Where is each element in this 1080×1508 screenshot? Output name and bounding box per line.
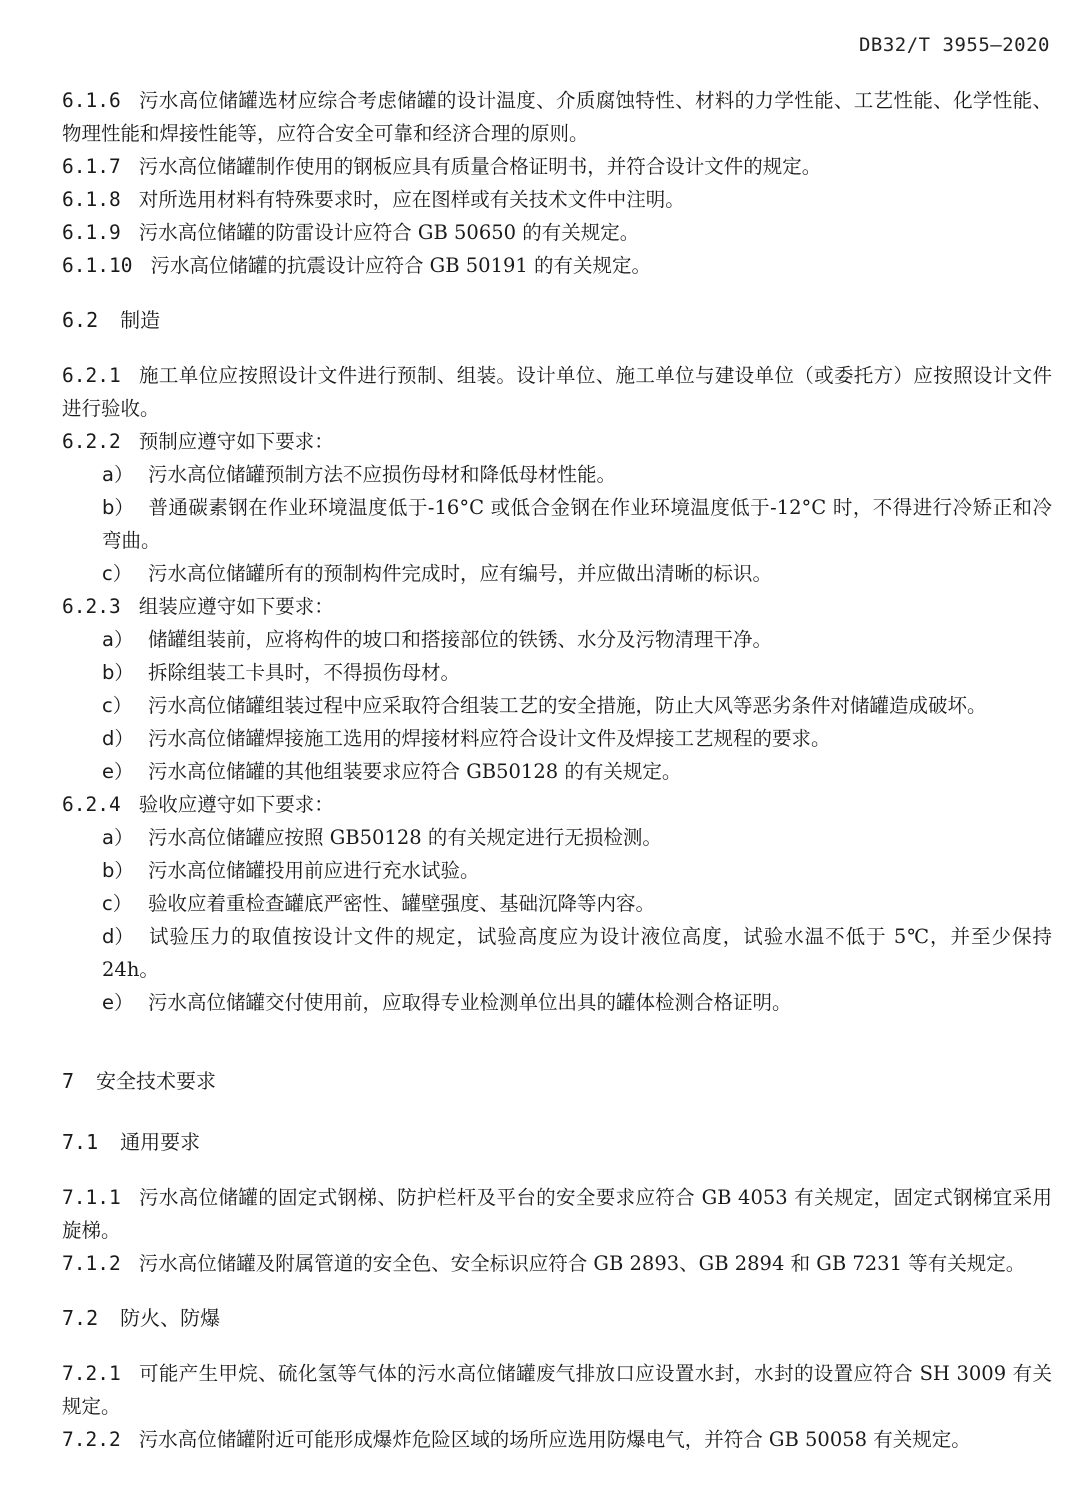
clause-number: 6.2.2 <box>62 430 121 453</box>
list-item <box>62 821 1052 854</box>
clause-6-2-2 <box>62 425 1052 458</box>
list-marker: b） <box>102 661 134 684</box>
clause-6-1-9 <box>62 216 1052 249</box>
clause-text: 污水高位储罐及附属管道的安全色、安全标识应符合 GB 2893、GB 2894 和 GB 7231 等有关规定。 <box>138 1252 1026 1275</box>
clause-text: 组装应遵守如下要求： <box>138 595 334 618</box>
list-item-text: 储罐组装前，应将构件的坡口和搭接部位的铁锈、水分及污物清理干净。 <box>148 628 773 651</box>
clause-6-1-10 <box>62 249 1052 282</box>
list-item-text: 污水高位储罐所有的预制构件完成时，应有编号，并应做出清晰的标识。 <box>148 562 773 585</box>
clause-number: 6.1.9 <box>62 221 121 244</box>
list-item <box>62 491 1052 557</box>
document-code: DB32/T 3955—2020 <box>858 34 1050 56</box>
section-title: 通用要求 <box>120 1130 201 1154</box>
clause-text: 污水高位储罐制作使用的钢板应具有质量合格证明书，并符合设计文件的规定。 <box>138 155 822 178</box>
clause-number: 6.1.8 <box>62 188 121 211</box>
clause-7-2-2 <box>62 1423 1052 1456</box>
list-item-text: 污水高位储罐预制方法不应损伤母材和降低母材性能。 <box>148 463 617 486</box>
clause-number: 6.2.4 <box>62 793 121 816</box>
list-marker: e） <box>102 991 134 1014</box>
clause-text: 对所选用材料有特殊要求时，应在图样或有关技术文件中注明。 <box>138 188 685 211</box>
clause-6-1-6 <box>62 84 1052 150</box>
list-item-text: 污水高位储罐应按照 GB50128 的有关规定进行无损检测。 <box>148 826 662 849</box>
list-marker: c） <box>102 694 133 717</box>
clause-6-2-3 <box>62 590 1052 623</box>
clause-text: 施工单位应按照设计文件进行预制、组装。设计单位、施工单位与建设单位（或委托方）应按照设计文件进行验收。 <box>62 364 1052 420</box>
list-marker: b） <box>102 859 134 882</box>
section-title: 安全技术要求 <box>96 1069 217 1093</box>
section-title: 制造 <box>120 308 161 332</box>
section-heading-6-2 <box>62 304 1052 337</box>
list-item <box>62 623 1052 656</box>
section-heading-7 <box>62 1065 1052 1098</box>
section-number: 7.1 <box>62 1130 99 1154</box>
list-marker: a） <box>102 628 134 651</box>
section-heading-7-1 <box>62 1126 1052 1159</box>
list-item-text: 验收应着重检查罐底严密性、罐壁强度、基础沉降等内容。 <box>148 892 656 915</box>
list-item <box>62 458 1052 491</box>
clause-text: 验收应遵守如下要求： <box>138 793 334 816</box>
clause-text: 污水高位储罐选材应综合考虑储罐的设计温度、介质腐蚀特性、材料的力学性能、工艺性能、化学性能、物理性能和焊接性能等，应符合安全可靠和经济合理的原则。 <box>62 89 1052 145</box>
list-marker: e） <box>102 760 134 783</box>
clause-number: 7.1.1 <box>62 1186 121 1209</box>
clause-6-2-4 <box>62 788 1052 821</box>
clause-number: 7.1.2 <box>62 1252 121 1275</box>
list-marker: b） <box>102 496 134 519</box>
list-item-text: 污水高位储罐的其他组装要求应符合 GB50128 的有关规定。 <box>148 760 682 783</box>
clause-text: 可能产生甲烷、硫化氢等气体的污水高位储罐废气排放口应设置水封，水封的设置应符合 SH 3009 有关规定。 <box>62 1362 1052 1418</box>
list-item-text: 普通碳素钢在作业环境温度低于-16°C 或低合金钢在作业环境温度低于-12°C 时，不得进行冷矫正和冷弯曲。 <box>102 496 1052 552</box>
section-title: 防火、防爆 <box>120 1306 221 1330</box>
clause-number: 6.1.10 <box>62 254 133 277</box>
clause-number: 7.2.2 <box>62 1428 121 1451</box>
list-item-text: 污水高位储罐投用前应进行充水试验。 <box>148 859 480 882</box>
list-item <box>62 557 1052 590</box>
clause-text: 污水高位储罐的防雷设计应符合 GB 50650 的有关规定。 <box>138 221 640 244</box>
list-item-text: 污水高位储罐交付使用前，应取得专业检测单位出具的罐体检测合格证明。 <box>148 991 792 1014</box>
list-marker: a） <box>102 826 134 849</box>
clause-number: 6.1.6 <box>62 89 121 112</box>
list-marker: d） <box>102 727 134 750</box>
list-item <box>62 689 1052 722</box>
clause-text: 预制应遵守如下要求： <box>138 430 334 453</box>
list-item-text: 试验压力的取值按设计文件的规定，试验高度应为设计液位高度，试验水温不低于 5℃，并至少保持 24h。 <box>102 925 1052 981</box>
list-marker: d） <box>102 925 134 948</box>
section-heading-7-2 <box>62 1302 1052 1335</box>
clause-text: 污水高位储罐的固定式钢梯、防护栏杆及平台的安全要求应符合 GB 4053 有关规定，固定式钢梯宜采用旋梯。 <box>62 1186 1052 1242</box>
list-marker: c） <box>102 562 133 585</box>
clause-6-1-8 <box>62 183 1052 216</box>
clause-text: 污水高位储罐附近可能形成爆炸危险区域的场所应选用防爆电气，并符合 GB 50058 有关规定。 <box>138 1428 971 1451</box>
section-number: 7 <box>62 1069 75 1093</box>
list-item-text: 拆除组装工卡具时，不得损伤母材。 <box>148 661 461 684</box>
list-marker: a） <box>102 463 134 486</box>
list-item-text: 污水高位储罐焊接施工选用的焊接材料应符合设计文件及焊接工艺规程的要求。 <box>148 727 831 750</box>
list-item <box>62 854 1052 887</box>
clause-6-2-1 <box>62 359 1052 425</box>
clause-6-1-7 <box>62 150 1052 183</box>
clause-number: 6.1.7 <box>62 155 121 178</box>
clause-number: 7.2.1 <box>62 1362 121 1385</box>
list-item <box>62 920 1052 986</box>
section-number: 7.2 <box>62 1306 99 1330</box>
section-number: 6.2 <box>62 308 99 332</box>
clause-7-2-1 <box>62 1357 1052 1423</box>
clause-number: 6.2.3 <box>62 595 121 618</box>
list-item <box>62 986 1052 1019</box>
list-item <box>62 722 1052 755</box>
clause-text: 污水高位储罐的抗震设计应符合 GB 50191 的有关规定。 <box>150 254 651 277</box>
list-item <box>62 656 1052 689</box>
list-item-text: 污水高位储罐组装过程中应采取符合组装工艺的安全措施，防止大风等恶劣条件对储罐造成破坏。 <box>148 694 987 717</box>
clause-7-1-1 <box>62 1181 1052 1247</box>
clause-number: 6.2.1 <box>62 364 121 387</box>
list-item <box>62 887 1052 920</box>
document-body <box>62 84 1052 1456</box>
list-marker: c） <box>102 892 133 915</box>
clause-7-1-2 <box>62 1247 1052 1280</box>
list-item <box>62 755 1052 788</box>
